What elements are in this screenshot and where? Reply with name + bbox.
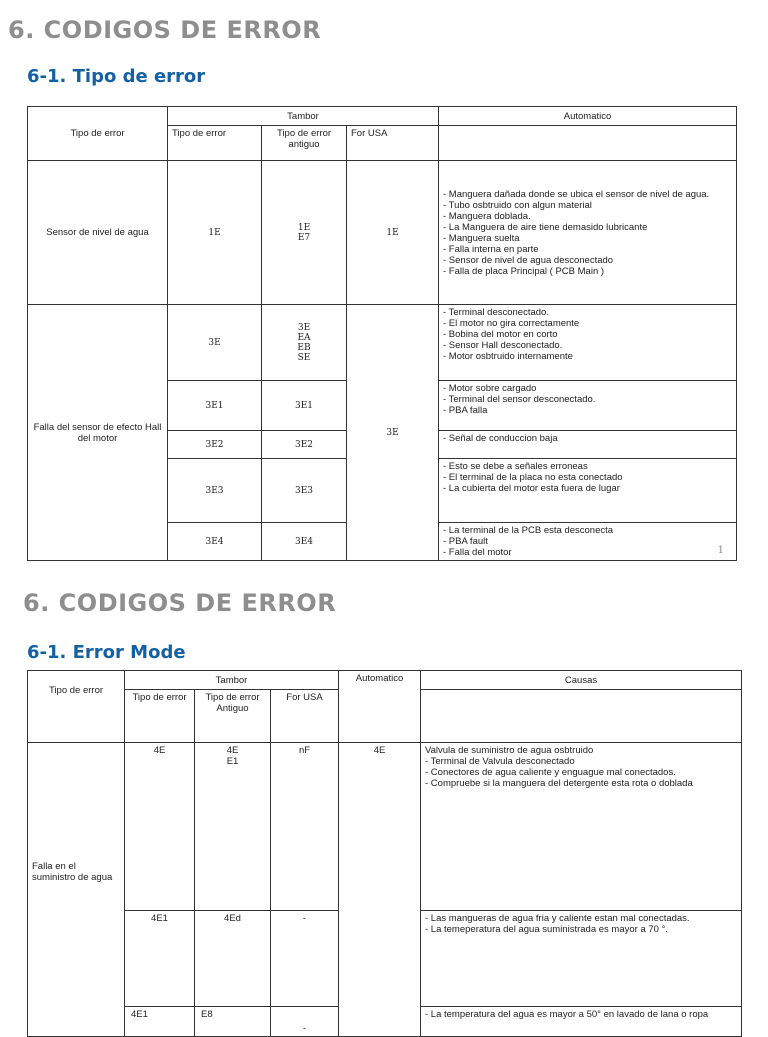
col-header-tipo: Tipo de error <box>28 107 168 161</box>
description-cell: - Motor sobre cargado - Terminal del sensor desconectado. - PBA falla <box>439 381 737 431</box>
code-cell: 3E <box>347 305 439 561</box>
col-header-automatico: Automatico <box>339 671 421 743</box>
section-title-1: 6-1. Tipo de error <box>27 66 206 87</box>
code-cell: 3E <box>168 305 262 381</box>
code-cell: 3E4 <box>262 523 347 561</box>
description-cell: - Manguera dañada donde se ubica el sensor de nivel de agua. - Tubo osbtruido con algun material - Manguera doblada. - La Manguera de aire tiene demasido lubricante - Manguera suelta - Falla interna en parte - Sensor de nivel de agua desconectado - Falla de placa Principal ( PCB Main ) <box>439 161 737 305</box>
description-cell <box>439 523 737 561</box>
description-cell: - Esto se debe a señales erroneas - El terminal de la placa no esta conectado - La cubierta del motor esta fuera de lugar <box>439 459 737 523</box>
error-table-1 <box>27 106 737 561</box>
page-title-2: 6. CODIGOS DE ERROR <box>23 589 337 617</box>
col-header-tambor: Tambor <box>125 671 339 690</box>
page-number: 1 <box>717 545 724 556</box>
col-header-tipo-error: Tipo de error <box>125 690 195 743</box>
code-cell: 1E <box>168 161 262 305</box>
page-title-1: 6. CODIGOS DE ERROR <box>8 16 322 44</box>
empty-cell <box>421 690 742 743</box>
col-header-tipo-error: Tipo de error <box>168 126 262 161</box>
code-cell: E8 <box>195 1007 271 1037</box>
code-cell: 4E <box>339 743 421 1037</box>
description-cell: - Terminal desconectado. - El motor no gira correctamente - Bobina del motor en corto - Sensor Hall desconectado. - Motor osbtruido internamente <box>439 305 737 381</box>
code-cell: 3E2 <box>262 431 347 459</box>
col-header-tambor: Tambor <box>168 107 439 126</box>
code-cell: 4E1 <box>125 911 195 1007</box>
col-header-usa: For USA <box>347 126 439 161</box>
code-cell: nF <box>271 743 339 911</box>
code-cell: 4E E1 <box>195 743 271 911</box>
row-label: Falla del sensor de efecto Hall del motor <box>28 305 168 561</box>
code-cell: 4E <box>125 743 195 911</box>
code-cell: 3E4 <box>168 523 262 561</box>
col-header-tipo-antiguo: Tipo de error Antiguo <box>195 690 271 743</box>
code-cell: 1E E7 <box>262 161 347 305</box>
col-header-causas: Causas <box>421 671 742 690</box>
error-table-2 <box>27 670 742 1037</box>
code-cell: 4Ed <box>195 911 271 1007</box>
row-label: Sensor de nivel de agua <box>28 161 168 305</box>
description-cell: Valvula de suministro de agua osbtruido - Terminal de Valvula desconectado - Conectores de agua caliente y enguague mal conectados. - Compruebe si la manguera del detergente esta rota o doblada <box>421 743 742 911</box>
row-label: Falla en el suministro de agua <box>28 743 125 1037</box>
description-text: - La terminal de la PCB esta desconecta - PBA fault - Falla del motor <box>443 525 614 558</box>
description-cell: - Señal de conduccion baja <box>439 431 737 459</box>
code-cell: 4E1 <box>125 1007 195 1037</box>
description-cell: - Las mangueras de agua fria y caliente estan mal conectadas. - La temeperatura del agua suministrada es mayor a 70 °. <box>421 911 742 1007</box>
code-cell: - <box>271 1007 339 1037</box>
code-cell: 3E1 <box>262 381 347 431</box>
col-header-usa: For USA <box>271 690 339 743</box>
col-header-tipo-antiguo: Tipo de error antiguo <box>262 126 347 161</box>
code-cell: 3E3 <box>168 459 262 523</box>
empty-cell <box>439 126 737 161</box>
code-cell: 3E EA EB SE <box>262 305 347 381</box>
col-header-automatico: Automatico <box>439 107 737 126</box>
col-header-tipo: Tipo de error <box>28 671 125 743</box>
code-cell: 1E <box>347 161 439 305</box>
code-cell: 3E2 <box>168 431 262 459</box>
code-cell: 3E1 <box>168 381 262 431</box>
code-cell: 3E3 <box>262 459 347 523</box>
code-cell: - <box>271 911 339 1007</box>
section-title-2: 6-1. Error Mode <box>27 642 186 663</box>
description-cell: - La temperatura del agua es mayor a 50° en lavado de lana o ropa <box>421 1007 742 1037</box>
